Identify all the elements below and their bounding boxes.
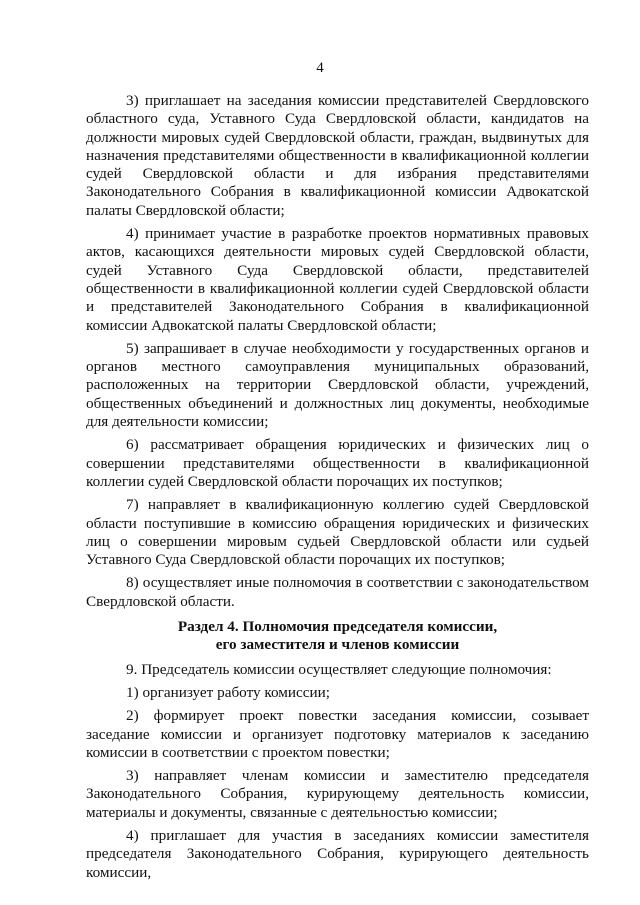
paragraph-item-7: 7) направляет в квалификационную коллегию судей Свердловской области поступившие в комиссию обращения юридических и физических лиц о совершении мировым судьей Свердловской области или судьей Уставного Суда Свердловской области порочащих их поступков; [86, 496, 589, 569]
page-number: 4 [316, 60, 324, 76]
paragraph-item-6: 6) рассматривает обращения юридических и физических лиц о совершении представителями общественности в квалификационной коллегии судей Свердловской области порочащих их поступков; [86, 436, 589, 490]
section-heading-line-1: Раздел 4. Полномочия председателя комиссии, [177, 618, 498, 636]
section-heading-line-2: его заместителя и членов комиссии [215, 636, 460, 654]
paragraph-item-4: 4) принимает участие в разработке проектов нормативных правовых актов, касающихся деятельности мировых судей Свердловской области, судей Уставного Суда Свердловской области, представителей общественности в квалификационной коллегии судей Свердловской области и представителей Законодательного Собрания в квалификационной комиссии Адвокатской палаты Свердловской области; [86, 225, 589, 334]
paragraph-subitem-3: 3) направляет членам комиссии и заместителю председателя Законодательного Собрания, курирующему деятельность комиссии, материалы и документы, связанные с деятельностью комиссии; [86, 767, 589, 821]
paragraph-subitem-4: 4) приглашает для участия в заседаниях комиссии заместителя председателя Законодательного Собрания, курирующего деятельность комиссии, [86, 826, 589, 881]
section-heading [86, 618, 589, 655]
paragraph-clause-9: 9. Председатель комиссии осуществляет следующие полномочия: [126, 660, 552, 678]
document-body [86, 92, 589, 887]
paragraph-item-5: 5) запрашивает в случае необходимости у государственных органов и органов местного самоуправления муниципальных образований, расположенных на территории Свердловской области, учреждений, общественных объединений и должностных лиц документы, необходимые для деятельности комиссии; [86, 339, 589, 431]
paragraph-subitem-2: 2) формирует проект повестки заседания комиссии, созывает заседание комиссии и организует подготовку материалов к заседанию комиссии в соответствии с проектом повестки; [86, 707, 589, 761]
paragraph-item-8: 8) осуществляет иные полномочия в соответствии с законодательством Свердловской области. [86, 574, 589, 610]
paragraph-item-3: 3) приглашает на заседания комиссии представителей Свердловского областного суда, Уставного Суда Свердловской области, кандидатов на должности мировых судей Свердловской области, граждан, выдвинутых для назначения представителями общественности в квалификационной коллегии судей Свердловской области и для избрания представителями Законодательного Собрания в квалификационной комиссии Адвокатской палаты Свердловской области; [86, 92, 589, 219]
paragraph-subitem-1: 1) организует работу комиссии; [126, 683, 330, 701]
